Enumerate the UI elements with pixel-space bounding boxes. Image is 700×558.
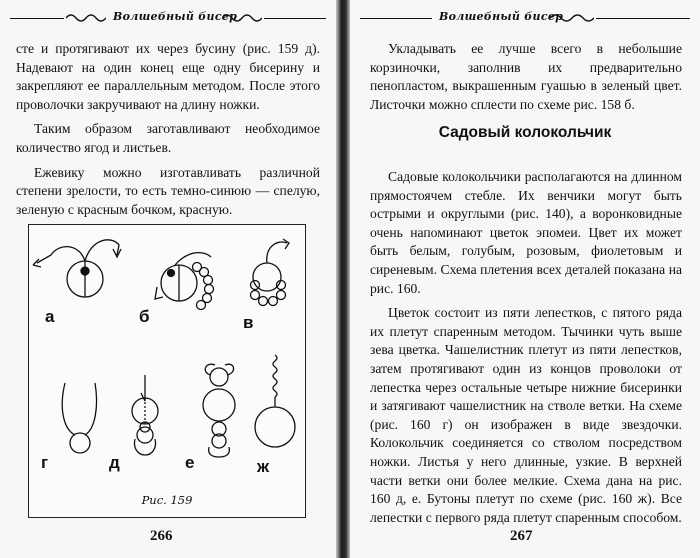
figure-159 xyxy=(28,224,306,518)
figure-label-d: д xyxy=(109,453,120,472)
book-gutter xyxy=(336,0,350,558)
diagram-b xyxy=(155,253,214,310)
paragraph: Ежевику можно изготавливать различной степени зрелости, то есть темно-синюю — спелую, зеленую с красным бочком, красную. xyxy=(16,164,320,217)
header-rule xyxy=(360,18,432,19)
running-head-title: Волшебный бисер xyxy=(110,10,240,23)
page-number-left: 266 xyxy=(150,528,173,544)
right-body-text xyxy=(370,168,682,533)
figure-label-v: в xyxy=(243,313,254,332)
figure-label-g: г xyxy=(41,453,49,472)
left-page xyxy=(0,0,336,558)
paragraph: Таким образом заготавливают необходимое количество ягод и листьев. xyxy=(16,121,320,155)
running-head-left xyxy=(10,8,326,30)
header-ornament xyxy=(222,12,262,24)
right-intro-text xyxy=(370,40,682,120)
header-rule xyxy=(596,18,690,19)
header-rule xyxy=(10,18,64,19)
right-page xyxy=(350,0,700,558)
left-body-text xyxy=(16,40,320,225)
header-rule xyxy=(264,18,326,19)
running-head-title: Волшебный бисер xyxy=(436,10,566,23)
diagram-a xyxy=(33,240,121,297)
section-heading: Садовый колокольчик xyxy=(438,124,612,141)
diagram-g xyxy=(62,383,96,453)
diagram-d xyxy=(132,375,158,455)
page-number-right: 267 xyxy=(510,528,533,544)
figure-label-a: а xyxy=(45,307,55,326)
header-ornament xyxy=(66,12,106,24)
paragraph: Цветок состоит из пяти лепестков, с пятого ряда их плетут спаренным методом. Тычинки чуть выше зева цветка. Чашелистник плетут из пяти лепестков, затем протягивают один из концов проволоки от лепестка через остальные четыре нижние бисеринки и затягивают чашелистник на стволе ветки. На схеме (рис. 160 г) он изображен в виде звездочки. Колокольчик соединяется со стволом посредством ножки. Листья у него длинные, узкие. В верхней части ветки они более мелкие. Схема дана на рис. 160 д, е. Бутоны плетут по схеме (рис. 160 ж). Все лепестки с первого ряда плетут спаренным способом. xyxy=(370,305,682,525)
diagram-zh xyxy=(255,355,295,447)
diagram-v xyxy=(251,239,290,306)
paragraph: Укладывать ее лучше всего в небольшие корзиночки, заполнив их предварительно пенопластом, выкрашенным гуашью в зеленый цвет. Листочки можно сплести по схеме рис. 158 б. xyxy=(370,41,682,112)
figure-label-zh: ж xyxy=(257,457,270,476)
paragraph: Садовые колокольчики располагаются на длинном прямостоячем стебле. Их венчики могут быть острыми и округлыми (рис. 140), а воронковидные очень напоминают цветок эпомеи. Цвет их может быть белым, голубым, розовым, фиолетовым и сиреневым. Схема плетения всех деталей показана на рис. 160. xyxy=(370,169,682,296)
figure-caption: Рис. 159 xyxy=(141,493,193,507)
diagram-e xyxy=(203,364,235,457)
paragraph: сте и протягивают их через бусину (рис. 159 д). Надевают на один конец еще одну бисерину и закрепляют ее параллельным методом. После этого проволочки закручивают на длину ножки. xyxy=(16,41,320,112)
figure-label-e: е xyxy=(185,453,195,472)
header-ornament xyxy=(550,12,594,24)
running-head-right xyxy=(360,8,690,30)
figure-label-b: б xyxy=(139,307,150,326)
